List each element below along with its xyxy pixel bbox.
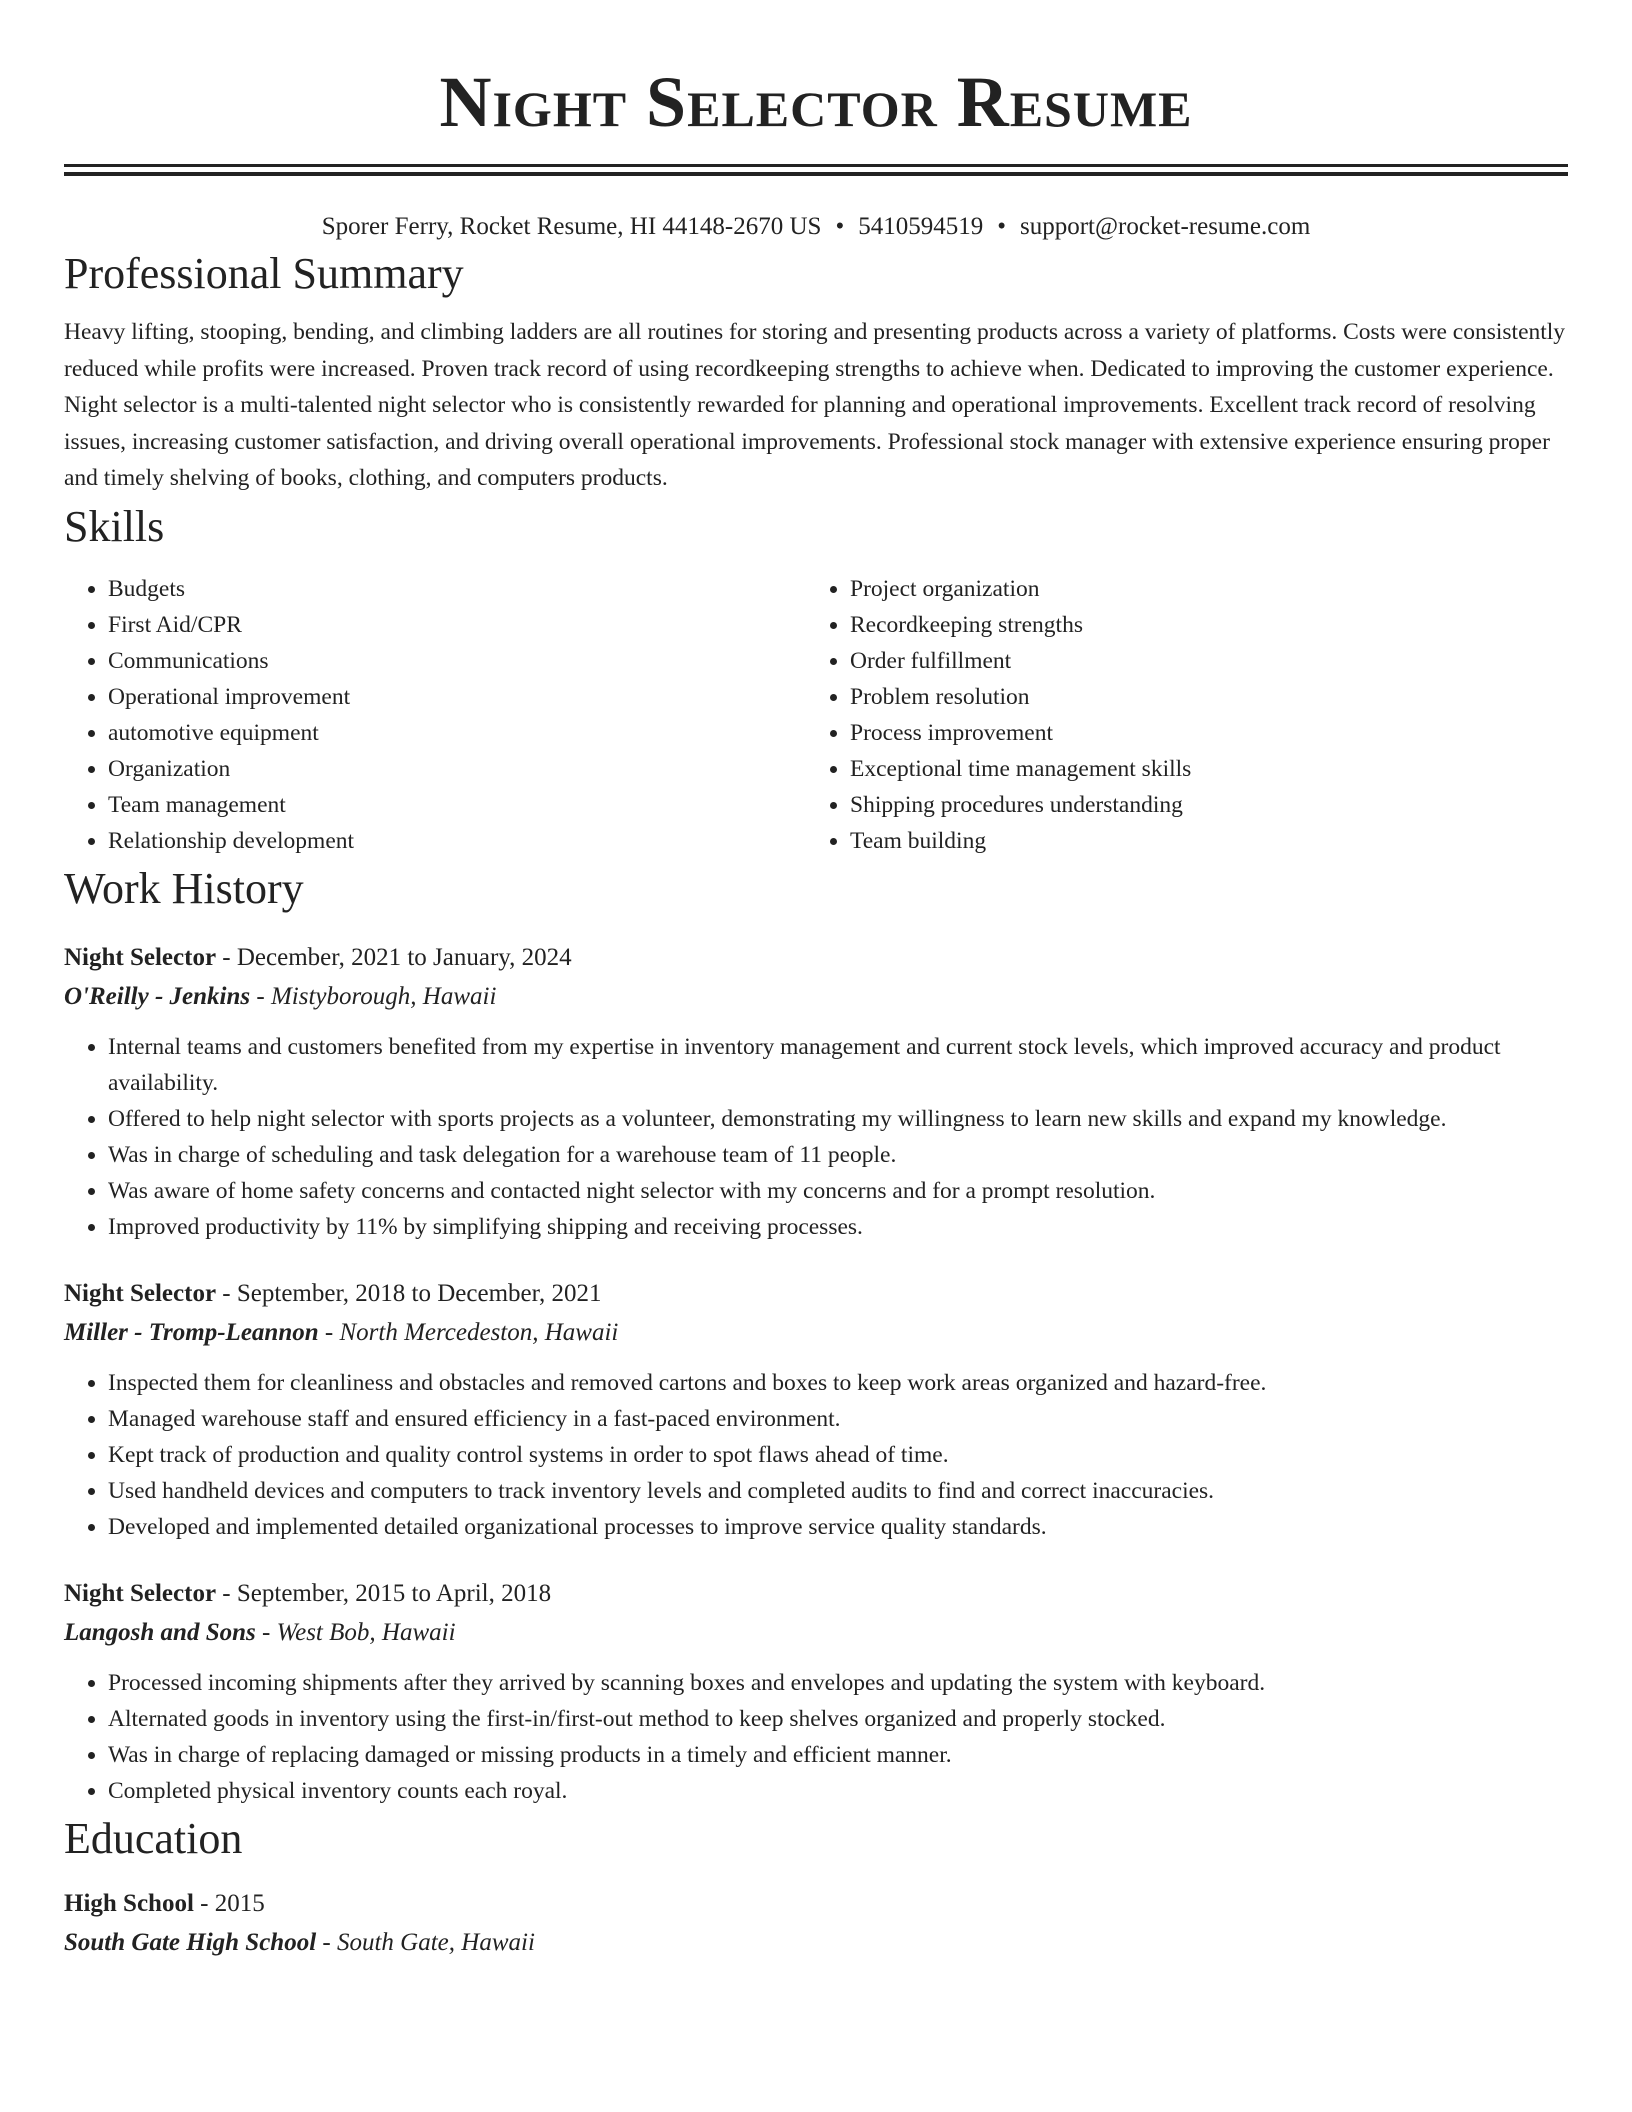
job-company: Miller - Tromp-Leannon [64,1318,319,1346]
job-dates: December, 2021 to January, 2024 [236,943,572,971]
job-bullet: • Inspected them for cleanliness and obstacles and removed cartons and boxes to keep work areas organized and hazard-free. [108,1365,1568,1401]
contact-email: support@rocket-resume.com [1019,213,1311,240]
job-bullets [64,1029,1568,1245]
skill-item: • Budgets [108,571,806,607]
contact-phone: 5410594519 [858,213,984,240]
job-bullet: • Completed physical inventory counts each royal. [108,1773,1568,1809]
skill-item: • Relationship development [108,823,806,859]
skill-item: • Project organization [850,571,1568,607]
job-bullets [64,1665,1568,1809]
education-degree: High School [64,1889,194,1917]
education-school-line: South Gate High School - South Gate, Hawaii [64,1928,535,1956]
skills-heading: Skills [64,501,165,551]
job-location: North Mercedeston, Hawaii [339,1318,619,1346]
job-bullet: • Was aware of home safety concerns and contacted night selector with my concerns and for a prompt resolution. [108,1173,1568,1209]
job-bullet: • Was in charge of scheduling and task delegation for a warehouse team of 11 people. [108,1137,1568,1173]
job-dates: September, 2018 to December, 2021 [236,1279,602,1307]
title-divider [64,164,1568,176]
job-bullet: • Offered to help night selector with sports projects as a volunteer, demonstrating my willingness to learn new skills and expand my knowledge. [108,1101,1568,1137]
job-company-line: O'Reilly - Jenkins - Mistyborough, Hawaii [64,982,497,1010]
skills-right-list [806,571,1568,859]
skill-item: • Problem resolution [850,679,1568,715]
contact-address: Sporer Ferry, Rocket Resume, HI 44148-2670 US [321,213,822,240]
job-company: O'Reilly - Jenkins [64,982,251,1010]
skill-item: • Recordkeeping strengths [850,607,1568,643]
job-bullet: • Internal teams and customers benefited from my expertise in inventory management and current stock levels, which improved accuracy and product availability. [108,1029,1568,1101]
skill-item: • automotive equipment [108,715,806,751]
job-entry [64,939,1568,1245]
job-company-line: Miller - Tromp-Leannon - North Mercedeston, Hawaii [64,1318,619,1346]
contact-separator: • [835,213,845,240]
job-bullet: • Kept track of production and quality control systems in order to spot flaws ahead of time. [108,1437,1568,1473]
job-bullet: • Developed and implemented detailed organizational processes to improve service quality standards. [108,1509,1568,1545]
job-bullet: • Processed incoming shipments after they arrived by scanning boxes and envelopes and updating the system with keyboard. [108,1665,1568,1701]
skill-item: • Operational improvement [108,679,806,715]
job-entry [64,1275,1568,1545]
job-entry [64,1575,1568,1809]
skills-left-list [64,571,806,859]
summary-heading: Professional Summary [64,249,464,298]
job-bullet: • Used handheld devices and computers to track inventory levels and completed audits to find and correct inaccuracies. [108,1473,1568,1509]
contact-separator: • [997,213,1006,240]
skill-item: • Shipping procedures understanding [850,787,1568,823]
job-location: Mistyborough, Hawaii [270,982,497,1010]
job-title-line: Night Selector - September, 2018 to December, 2021 [64,1279,602,1307]
skills-columns [64,571,1568,859]
job-company-line: Langosh and Sons - West Bob, Hawaii [64,1618,456,1646]
education-heading: Education [64,1813,243,1863]
skill-item: • Team building [850,823,1568,859]
summary-text: Heavy lifting, stooping, bending, and climbing ladders are all routines for storing and presenting products across a variety of platforms. Costs were consistently reduced while profits were increased. Proven track record of using recordkeeping strengths to achieve when. Dedicated to improving the customer experience. Night selector is a multi-talented night selector who is consistently rewarded for planning and operational improvements. Excellent track record of resolving issues, increasing customer satisfaction, and driving overall operational improvements. Professional stock manager with extensive experience ensuring proper and timely shelving of books, clothing, and computers products. [64,319,1566,491]
education-school: South Gate High School [64,1928,317,1956]
job-title-line: Night Selector - December, 2021 to January, 2024 [64,943,572,971]
skill-item: • Exceptional time management skills [850,751,1568,787]
resume-title: Night Selector Resume [439,62,1193,142]
education-degree-line: High School - 2015 [64,1889,265,1917]
job-bullet: • Improved productivity by 11% by simplifying shipping and receiving processes. [108,1209,1568,1245]
skill-item: • First Aid/CPR [108,607,806,643]
job-location: West Bob, Hawaii [276,1618,456,1646]
job-dates: September, 2015 to April, 2018 [236,1579,552,1607]
skill-item: • Order fulfillment [850,643,1568,679]
job-title-line: Night Selector - September, 2015 to April, 2018 [64,1579,552,1607]
work-history-heading: Work History [64,863,304,913]
education-year: 2015 [214,1889,265,1917]
job-bullet: • Alternated goods in inventory using the first-in/first-out method to keep shelves organized and properly stocked. [108,1701,1568,1737]
job-bullets [64,1365,1568,1545]
job-bullet: • Managed warehouse staff and ensured efficiency in a fast-paced environment. [108,1401,1568,1437]
contact-line [64,210,1568,244]
job-title: Night Selector [64,943,217,971]
education-entry [64,1885,1568,1963]
job-bullet: • Was in charge of replacing damaged or missing products in a timely and efficient manner. [108,1737,1568,1773]
job-title: Night Selector [64,1279,217,1307]
education-location: South Gate, Hawaii [336,1928,535,1956]
skill-item: • Team management [108,787,806,823]
skill-item: • Process improvement [850,715,1568,751]
skill-item: • Communications [108,643,806,679]
job-company: Langosh and Sons [64,1618,256,1646]
job-title: Night Selector [64,1579,217,1607]
skill-item: • Organization [108,751,806,787]
